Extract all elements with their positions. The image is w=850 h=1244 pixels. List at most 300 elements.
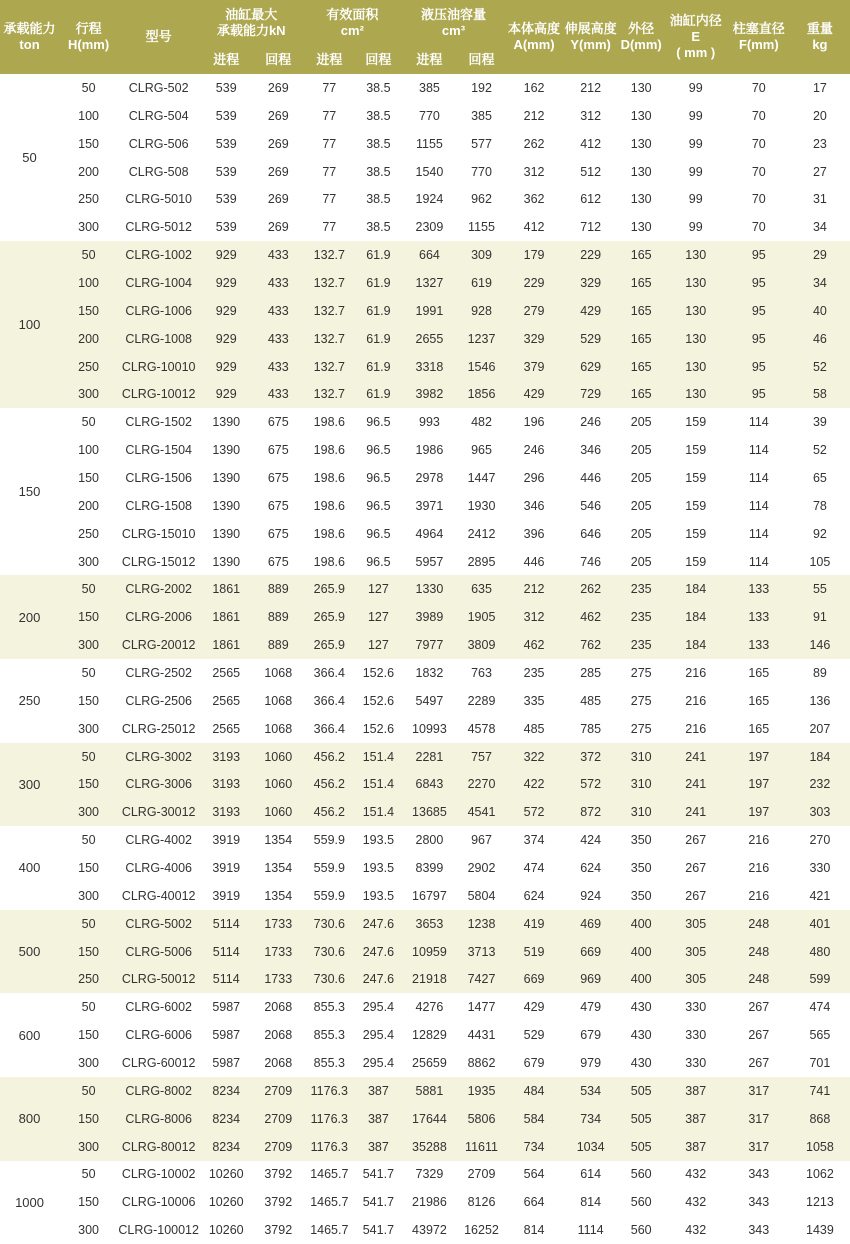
- weight-cell: 330: [790, 854, 850, 882]
- capacity-retract-cell: 1354: [253, 826, 303, 854]
- table-row: [0, 826, 850, 854]
- header-weight: 重量 kg: [790, 0, 850, 74]
- table-row: [0, 798, 850, 826]
- area-retract-cell: 295.4: [355, 1021, 401, 1049]
- outer-diameter-cell: 560: [619, 1216, 664, 1244]
- capacity-retract-cell: 1068: [253, 715, 303, 743]
- plunger-diameter-cell: 165: [728, 715, 790, 743]
- outer-diameter-cell: 275: [619, 715, 664, 743]
- plunger-diameter-cell: 70: [728, 213, 790, 241]
- outer-diameter-cell: 430: [619, 993, 664, 1021]
- volume-advance-cell: 2309: [401, 213, 457, 241]
- body-height-cell: 362: [506, 185, 563, 213]
- model-cell: CLRG-5010: [118, 185, 199, 213]
- cylinder-bore-cell: 241: [664, 770, 728, 798]
- area-advance-cell: 1465.7: [303, 1161, 355, 1189]
- plunger-diameter-cell: 114: [728, 548, 790, 576]
- plunger-diameter-cell: 197: [728, 743, 790, 771]
- cylinder-bore-cell: 159: [664, 464, 728, 492]
- weight-cell: 868: [790, 1105, 850, 1133]
- weight-cell: 27: [790, 158, 850, 186]
- outer-diameter-cell: 310: [619, 743, 664, 771]
- outer-diameter-cell: 400: [619, 938, 664, 966]
- capacity-group: [0, 74, 850, 241]
- model-cell: CLRG-5006: [118, 938, 199, 966]
- volume-retract-cell: 2902: [457, 854, 505, 882]
- capacity-advance-cell: 5114: [199, 966, 253, 994]
- area-advance-cell: 198.6: [303, 548, 355, 576]
- stroke-cell: 200: [59, 492, 118, 520]
- volume-advance-cell: 43972: [401, 1216, 457, 1244]
- outer-diameter-cell: 430: [619, 1021, 664, 1049]
- extended-height-cell: 712: [563, 213, 619, 241]
- body-height-cell: 235: [506, 659, 563, 687]
- outer-diameter-cell: 165: [619, 297, 664, 325]
- volume-retract-cell: 2412: [457, 520, 505, 548]
- capacity-retract-cell: 675: [253, 436, 303, 464]
- capacity-advance-cell: 3919: [199, 882, 253, 910]
- area-retract-cell: 151.4: [355, 798, 401, 826]
- capacity-advance-cell: 1390: [199, 492, 253, 520]
- header-outer-diameter: 外径 D(mm): [619, 0, 664, 74]
- area-advance-cell: 132.7: [303, 325, 355, 353]
- extended-height-cell: 534: [563, 1077, 619, 1105]
- plunger-diameter-cell: 70: [728, 102, 790, 130]
- area-advance-cell: 366.4: [303, 687, 355, 715]
- model-cell: CLRG-3002: [118, 743, 199, 771]
- extended-height-cell: 612: [563, 185, 619, 213]
- cylinder-bore-cell: 241: [664, 798, 728, 826]
- capacity-advance-cell: 539: [199, 130, 253, 158]
- volume-retract-cell: 4541: [457, 798, 505, 826]
- body-height-cell: 664: [506, 1188, 563, 1216]
- body-height-cell: 374: [506, 826, 563, 854]
- weight-cell: 52: [790, 436, 850, 464]
- volume-advance-cell: 2978: [401, 464, 457, 492]
- weight-cell: 701: [790, 1049, 850, 1077]
- cylinder-bore-cell: 130: [664, 297, 728, 325]
- plunger-diameter-cell: 317: [728, 1105, 790, 1133]
- volume-retract-cell: 1930: [457, 492, 505, 520]
- plunger-diameter-cell: 70: [728, 185, 790, 213]
- volume-advance-cell: 2800: [401, 826, 457, 854]
- capacity-retract-cell: 433: [253, 380, 303, 408]
- area-retract-cell: 152.6: [355, 659, 401, 687]
- volume-retract-cell: 757: [457, 743, 505, 771]
- capacity-group: [0, 826, 850, 910]
- stroke-cell: 250: [59, 520, 118, 548]
- area-advance-cell: 1176.3: [303, 1077, 355, 1105]
- model-cell: CLRG-2506: [118, 687, 199, 715]
- weight-cell: 46: [790, 325, 850, 353]
- extended-height-cell: 669: [563, 938, 619, 966]
- capacity-retract-cell: 889: [253, 631, 303, 659]
- header-oil-volume: 液压油容量 cm³: [401, 0, 505, 46]
- area-retract-cell: 193.5: [355, 882, 401, 910]
- capacity-advance-cell: 3193: [199, 770, 253, 798]
- weight-cell: 40: [790, 297, 850, 325]
- body-height-cell: 429: [506, 380, 563, 408]
- model-cell: CLRG-2502: [118, 659, 199, 687]
- body-height-cell: 246: [506, 436, 563, 464]
- volume-advance-cell: 4964: [401, 520, 457, 548]
- extended-height-cell: 785: [563, 715, 619, 743]
- stroke-cell: 200: [59, 325, 118, 353]
- extended-height-cell: 872: [563, 798, 619, 826]
- table-row: [0, 464, 850, 492]
- cylinder-bore-cell: 267: [664, 826, 728, 854]
- area-retract-cell: 541.7: [355, 1216, 401, 1244]
- area-advance-cell: 132.7: [303, 269, 355, 297]
- plunger-diameter-cell: 95: [728, 380, 790, 408]
- area-retract-cell: 61.9: [355, 241, 401, 269]
- model-cell: CLRG-1008: [118, 325, 199, 353]
- stroke-cell: 200: [59, 158, 118, 186]
- capacity-advance-cell: 5114: [199, 938, 253, 966]
- outer-diameter-cell: 275: [619, 659, 664, 687]
- area-advance-cell: 132.7: [303, 380, 355, 408]
- volume-retract-cell: 8862: [457, 1049, 505, 1077]
- volume-advance-cell: 1330: [401, 575, 457, 603]
- body-height-cell: 529: [506, 1021, 563, 1049]
- stroke-cell: 150: [59, 687, 118, 715]
- capacity-retract-cell: 1733: [253, 966, 303, 994]
- capacity-retract-cell: 433: [253, 325, 303, 353]
- capacity-advance-cell: 1861: [199, 631, 253, 659]
- area-advance-cell: 855.3: [303, 993, 355, 1021]
- table-row: [0, 74, 850, 102]
- extended-height-cell: 734: [563, 1105, 619, 1133]
- body-height-cell: 162: [506, 74, 563, 102]
- volume-advance-cell: 770: [401, 102, 457, 130]
- body-height-cell: 814: [506, 1216, 563, 1244]
- area-retract-cell: 127: [355, 575, 401, 603]
- area-advance-cell: 1465.7: [303, 1188, 355, 1216]
- body-height-cell: 212: [506, 575, 563, 603]
- model-cell: CLRG-2002: [118, 575, 199, 603]
- weight-cell: 89: [790, 659, 850, 687]
- area-advance-cell: 132.7: [303, 353, 355, 381]
- capacity-group: [0, 575, 850, 659]
- volume-advance-cell: 17644: [401, 1105, 457, 1133]
- model-cell: CLRG-8002: [118, 1077, 199, 1105]
- model-cell: CLRG-5002: [118, 910, 199, 938]
- extended-height-cell: 424: [563, 826, 619, 854]
- volume-retract-cell: 1935: [457, 1077, 505, 1105]
- area-advance-cell: 198.6: [303, 436, 355, 464]
- plunger-diameter-cell: 95: [728, 353, 790, 381]
- model-cell: CLRG-15010: [118, 520, 199, 548]
- area-retract-cell: 295.4: [355, 1049, 401, 1077]
- stroke-cell: 150: [59, 603, 118, 631]
- area-retract-cell: 38.5: [355, 102, 401, 130]
- body-height-cell: 462: [506, 631, 563, 659]
- capacity-advance-cell: 539: [199, 213, 253, 241]
- table-row: [0, 436, 850, 464]
- table-row: [0, 213, 850, 241]
- capacity-advance-cell: 1861: [199, 575, 253, 603]
- stroke-cell: 250: [59, 966, 118, 994]
- extended-height-cell: 546: [563, 492, 619, 520]
- area-advance-cell: 456.2: [303, 743, 355, 771]
- table-row: [0, 241, 850, 269]
- table-row: [0, 1077, 850, 1105]
- capacity-advance-cell: 3919: [199, 854, 253, 882]
- volume-retract-cell: 192: [457, 74, 505, 102]
- capacity-retract-cell: 889: [253, 603, 303, 631]
- area-retract-cell: 38.5: [355, 74, 401, 102]
- outer-diameter-cell: 130: [619, 102, 664, 130]
- capacity-retract-cell: 1068: [253, 687, 303, 715]
- stroke-cell: 300: [59, 548, 118, 576]
- table-row: [0, 1105, 850, 1133]
- outer-diameter-cell: 165: [619, 241, 664, 269]
- volume-advance-cell: 21918: [401, 966, 457, 994]
- stroke-cell: 50: [59, 659, 118, 687]
- capacity-cell: 200: [0, 575, 59, 659]
- plunger-diameter-cell: 317: [728, 1077, 790, 1105]
- area-retract-cell: 541.7: [355, 1188, 401, 1216]
- plunger-diameter-cell: 114: [728, 436, 790, 464]
- capacity-advance-cell: 10260: [199, 1161, 253, 1189]
- extended-height-cell: 346: [563, 436, 619, 464]
- capacity-retract-cell: 3792: [253, 1216, 303, 1244]
- body-height-cell: 446: [506, 548, 563, 576]
- volume-advance-cell: 16797: [401, 882, 457, 910]
- outer-diameter-cell: 505: [619, 1133, 664, 1161]
- table-row: [0, 1188, 850, 1216]
- model-cell: CLRG-1004: [118, 269, 199, 297]
- outer-diameter-cell: 350: [619, 826, 664, 854]
- capacity-cell: 400: [0, 826, 59, 910]
- volume-advance-cell: 1540: [401, 158, 457, 186]
- body-height-cell: 572: [506, 798, 563, 826]
- model-cell: CLRG-60012: [118, 1049, 199, 1077]
- cylinder-bore-cell: 305: [664, 938, 728, 966]
- stroke-cell: 150: [59, 464, 118, 492]
- capacity-group: [0, 1077, 850, 1161]
- capacity-advance-cell: 539: [199, 158, 253, 186]
- area-advance-cell: 265.9: [303, 603, 355, 631]
- body-height-cell: 196: [506, 408, 563, 436]
- volume-advance-cell: 10993: [401, 715, 457, 743]
- weight-cell: 270: [790, 826, 850, 854]
- plunger-diameter-cell: 267: [728, 993, 790, 1021]
- extended-height-cell: 246: [563, 408, 619, 436]
- extended-height-cell: 969: [563, 966, 619, 994]
- area-advance-cell: 77: [303, 130, 355, 158]
- capacity-advance-cell: 1861: [199, 603, 253, 631]
- capacity-advance-cell: 929: [199, 380, 253, 408]
- table-row: [0, 854, 850, 882]
- area-advance-cell: 855.3: [303, 1049, 355, 1077]
- body-height-cell: 519: [506, 938, 563, 966]
- table-row: [0, 966, 850, 994]
- outer-diameter-cell: 275: [619, 687, 664, 715]
- volume-retract-cell: 635: [457, 575, 505, 603]
- header-extended-height: 伸展高度 Y(mm): [563, 0, 619, 74]
- table-row: [0, 687, 850, 715]
- volume-retract-cell: 2895: [457, 548, 505, 576]
- body-height-cell: 379: [506, 353, 563, 381]
- weight-cell: 39: [790, 408, 850, 436]
- volume-retract-cell: 770: [457, 158, 505, 186]
- table-row: [0, 715, 850, 743]
- volume-advance-cell: 1991: [401, 297, 457, 325]
- weight-cell: 29: [790, 241, 850, 269]
- body-height-cell: 422: [506, 770, 563, 798]
- model-cell: CLRG-508: [118, 158, 199, 186]
- table-row: [0, 1161, 850, 1189]
- area-retract-cell: 61.9: [355, 325, 401, 353]
- volume-retract-cell: 1905: [457, 603, 505, 631]
- area-retract-cell: 247.6: [355, 910, 401, 938]
- model-cell: CLRG-4002: [118, 826, 199, 854]
- body-height-cell: 484: [506, 1077, 563, 1105]
- area-advance-cell: 559.9: [303, 882, 355, 910]
- volume-retract-cell: 4431: [457, 1021, 505, 1049]
- capacity-cell: 100: [0, 241, 59, 408]
- outer-diameter-cell: 430: [619, 1049, 664, 1077]
- body-height-cell: 312: [506, 158, 563, 186]
- extended-height-cell: 412: [563, 130, 619, 158]
- model-cell: CLRG-2006: [118, 603, 199, 631]
- capacity-retract-cell: 2068: [253, 1021, 303, 1049]
- capacity-group: [0, 993, 850, 1077]
- weight-cell: 1058: [790, 1133, 850, 1161]
- plunger-diameter-cell: 343: [728, 1188, 790, 1216]
- cylinder-bore-cell: 330: [664, 1049, 728, 1077]
- capacity-group: [0, 659, 850, 743]
- extended-height-cell: 372: [563, 743, 619, 771]
- plunger-diameter-cell: 248: [728, 910, 790, 938]
- area-advance-cell: 730.6: [303, 938, 355, 966]
- cylinder-bore-cell: 159: [664, 492, 728, 520]
- stroke-cell: 150: [59, 297, 118, 325]
- weight-cell: 52: [790, 353, 850, 381]
- weight-cell: 78: [790, 492, 850, 520]
- area-retract-cell: 96.5: [355, 548, 401, 576]
- area-advance-cell: 1465.7: [303, 1216, 355, 1244]
- area-advance-cell: 559.9: [303, 826, 355, 854]
- stroke-cell: 150: [59, 1188, 118, 1216]
- area-retract-cell: 61.9: [355, 353, 401, 381]
- cylinder-bore-cell: 387: [664, 1077, 728, 1105]
- capacity-advance-cell: 929: [199, 353, 253, 381]
- body-height-cell: 564: [506, 1161, 563, 1189]
- weight-cell: 303: [790, 798, 850, 826]
- area-advance-cell: 198.6: [303, 520, 355, 548]
- volume-advance-cell: 4276: [401, 993, 457, 1021]
- volume-retract-cell: 3809: [457, 631, 505, 659]
- volume-advance-cell: 664: [401, 241, 457, 269]
- cylinder-bore-cell: 305: [664, 966, 728, 994]
- stroke-cell: 50: [59, 408, 118, 436]
- extended-height-cell: 429: [563, 297, 619, 325]
- weight-cell: 480: [790, 938, 850, 966]
- area-retract-cell: 96.5: [355, 520, 401, 548]
- cylinder-bore-cell: 99: [664, 213, 728, 241]
- body-height-cell: 429: [506, 993, 563, 1021]
- area-advance-cell: 198.6: [303, 492, 355, 520]
- body-height-cell: 474: [506, 854, 563, 882]
- stroke-cell: 100: [59, 436, 118, 464]
- capacity-retract-cell: 675: [253, 408, 303, 436]
- model-cell: CLRG-504: [118, 102, 199, 130]
- volume-advance-cell: 3971: [401, 492, 457, 520]
- area-retract-cell: 387: [355, 1105, 401, 1133]
- table-row: [0, 520, 850, 548]
- cylinder-bore-cell: 432: [664, 1161, 728, 1189]
- body-height-cell: 279: [506, 297, 563, 325]
- volume-retract-cell: 8126: [457, 1188, 505, 1216]
- weight-cell: 184: [790, 743, 850, 771]
- stroke-cell: 300: [59, 715, 118, 743]
- stroke-cell: 150: [59, 770, 118, 798]
- plunger-diameter-cell: 216: [728, 826, 790, 854]
- table-row: [0, 659, 850, 687]
- model-cell: CLRG-8006: [118, 1105, 199, 1133]
- weight-cell: 741: [790, 1077, 850, 1105]
- capacity-advance-cell: 929: [199, 269, 253, 297]
- area-retract-cell: 96.5: [355, 464, 401, 492]
- area-retract-cell: 127: [355, 603, 401, 631]
- capacity-cell: 250: [0, 659, 59, 743]
- area-retract-cell: 38.5: [355, 185, 401, 213]
- area-retract-cell: 96.5: [355, 436, 401, 464]
- volume-retract-cell: 962: [457, 185, 505, 213]
- cylinder-bore-cell: 267: [664, 882, 728, 910]
- area-advance-cell: 77: [303, 74, 355, 102]
- stroke-cell: 150: [59, 938, 118, 966]
- capacity-advance-cell: 8234: [199, 1105, 253, 1133]
- table-row: [0, 1021, 850, 1049]
- capacity-cell: 1000: [0, 1161, 59, 1244]
- weight-cell: 92: [790, 520, 850, 548]
- weight-cell: 421: [790, 882, 850, 910]
- table-row: [0, 1049, 850, 1077]
- table-row: [0, 575, 850, 603]
- header-capacity: 承载能力 ton: [0, 0, 59, 74]
- table-row: [0, 492, 850, 520]
- weight-cell: 1439: [790, 1216, 850, 1244]
- model-cell: CLRG-25012: [118, 715, 199, 743]
- cylinder-bore-cell: 432: [664, 1188, 728, 1216]
- header-model: 型号: [118, 0, 199, 74]
- capacity-advance-cell: 539: [199, 74, 253, 102]
- capacity-advance-cell: 5987: [199, 993, 253, 1021]
- volume-retract-cell: 1477: [457, 993, 505, 1021]
- weight-cell: 34: [790, 269, 850, 297]
- capacity-advance-cell: 8234: [199, 1133, 253, 1161]
- area-retract-cell: 387: [355, 1077, 401, 1105]
- header-max-capacity: 油缸最大 承载能力kN: [199, 0, 303, 46]
- extended-height-cell: 762: [563, 631, 619, 659]
- capacity-cell: 50: [0, 74, 59, 241]
- capacity-cell: 600: [0, 993, 59, 1077]
- capacity-retract-cell: 1733: [253, 938, 303, 966]
- capacity-retract-cell: 1068: [253, 659, 303, 687]
- plunger-diameter-cell: 343: [728, 1161, 790, 1189]
- area-advance-cell: 559.9: [303, 854, 355, 882]
- volume-advance-cell: 7329: [401, 1161, 457, 1189]
- table-row: [0, 938, 850, 966]
- volume-advance-cell: 1832: [401, 659, 457, 687]
- area-advance-cell: 265.9: [303, 631, 355, 659]
- volume-advance-cell: 2655: [401, 325, 457, 353]
- capacity-advance-cell: 10260: [199, 1216, 253, 1244]
- area-advance-cell: 855.3: [303, 1021, 355, 1049]
